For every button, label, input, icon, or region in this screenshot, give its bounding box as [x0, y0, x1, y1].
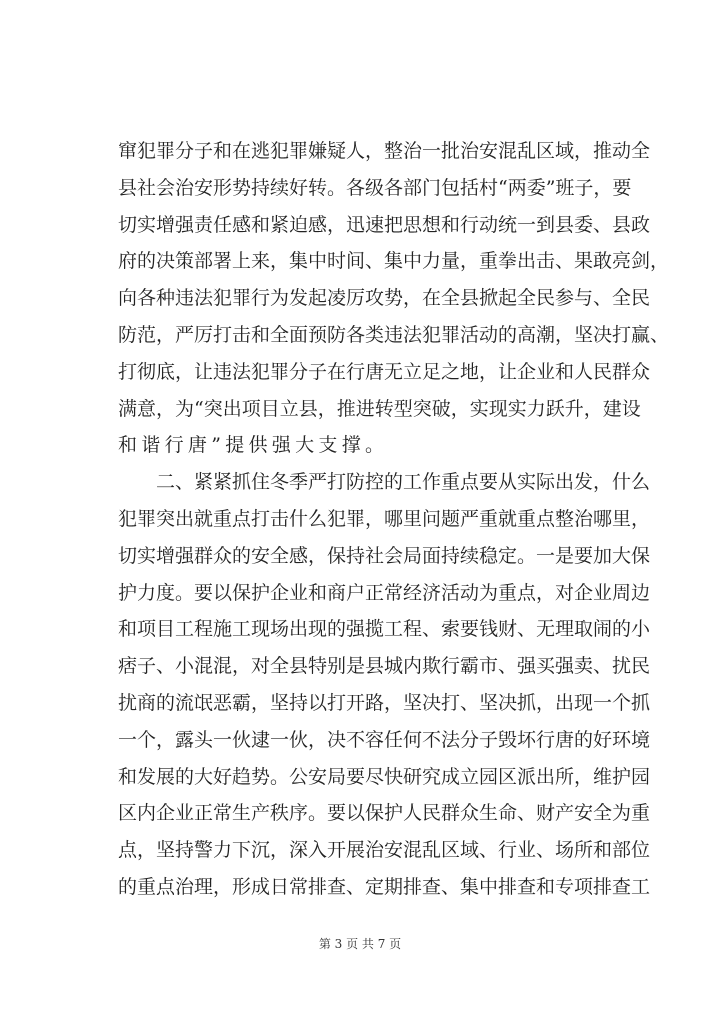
text-line: 二、紧紧抓住冬季严打防控的工作重点要从实际出发，什么: [118, 471, 651, 494]
text-line: 切实增强责任感和紧迫感，迅速把思想和行动统一到县委、县政: [118, 213, 651, 236]
text-line: 县社会治安形势持续好转。各级各部门包括村“两委”班子，要: [118, 176, 632, 199]
text-line: 扰商的流氓恶霸，坚持以打开路，坚决打、坚决抓，出现一个抓: [118, 692, 651, 714]
text-line: 向各种违法犯罪行为发起凌厉攻势，在全县掀起全民参与、全民: [118, 287, 651, 310]
text-line: 和发展的大好趋势。公安局要尽快研究成立园区派出所，维护园: [118, 765, 651, 788]
text-line: 犯罪突出就重点打击什么犯罪，哪里问题严重就重点整治哪里，: [118, 508, 651, 530]
text-line: 府的决策部署上来，集中时间、集中力量，重拳出击、果敢亮剑，: [118, 250, 670, 273]
text-line: 的重点治理，形成日常排查、定期排查、集中排查和专项排查工: [118, 876, 651, 898]
text-line: 区内企业正常生产秩序。要以保护人民群众生命、财产安全为重: [118, 802, 651, 825]
text-line: 切实增强群众的安全感，保持社会局面持续稳定。一是要加大保: [118, 544, 651, 567]
text-line: 一个，露头一伙逮一伙，决不容任何不法分子毁坏行唐的好环境: [118, 728, 651, 751]
text-line: 打彻底，让违法犯罪分子在行唐无立足之地，让企业和人民群众: [118, 360, 651, 383]
text-line: 点，坚持警力下沉，深入开展治安混乱区域、行业、场所和部位: [118, 839, 651, 862]
text-line: 防范，严厉打击和全面预防各类违法犯罪活动的高潮，坚决打赢、: [118, 324, 670, 346]
text-line: 和谐行唐”提供强大支撑。: [118, 434, 389, 457]
text-line: 痞子、小混混，对全县特别是县城内欺行霸市、强买强卖、扰民: [118, 655, 651, 678]
text-line: 和项目工程施工现场出现的强揽工程、索要钱财、无理取闹的小: [118, 618, 651, 641]
page-footer: 第 3 页 共 7 页: [318, 937, 402, 951]
text-line: 窜犯罪分子和在逃犯罪嫌疑人，整治一批治安混乱区域，推动全: [118, 140, 651, 162]
text-line: 满意，为“突出项目立县，推进转型突破，实现实力跃升，建设: [118, 397, 641, 420]
text-line: 护力度。要以保护企业和商户正常经济活动为重点，对企业周边: [118, 581, 651, 604]
